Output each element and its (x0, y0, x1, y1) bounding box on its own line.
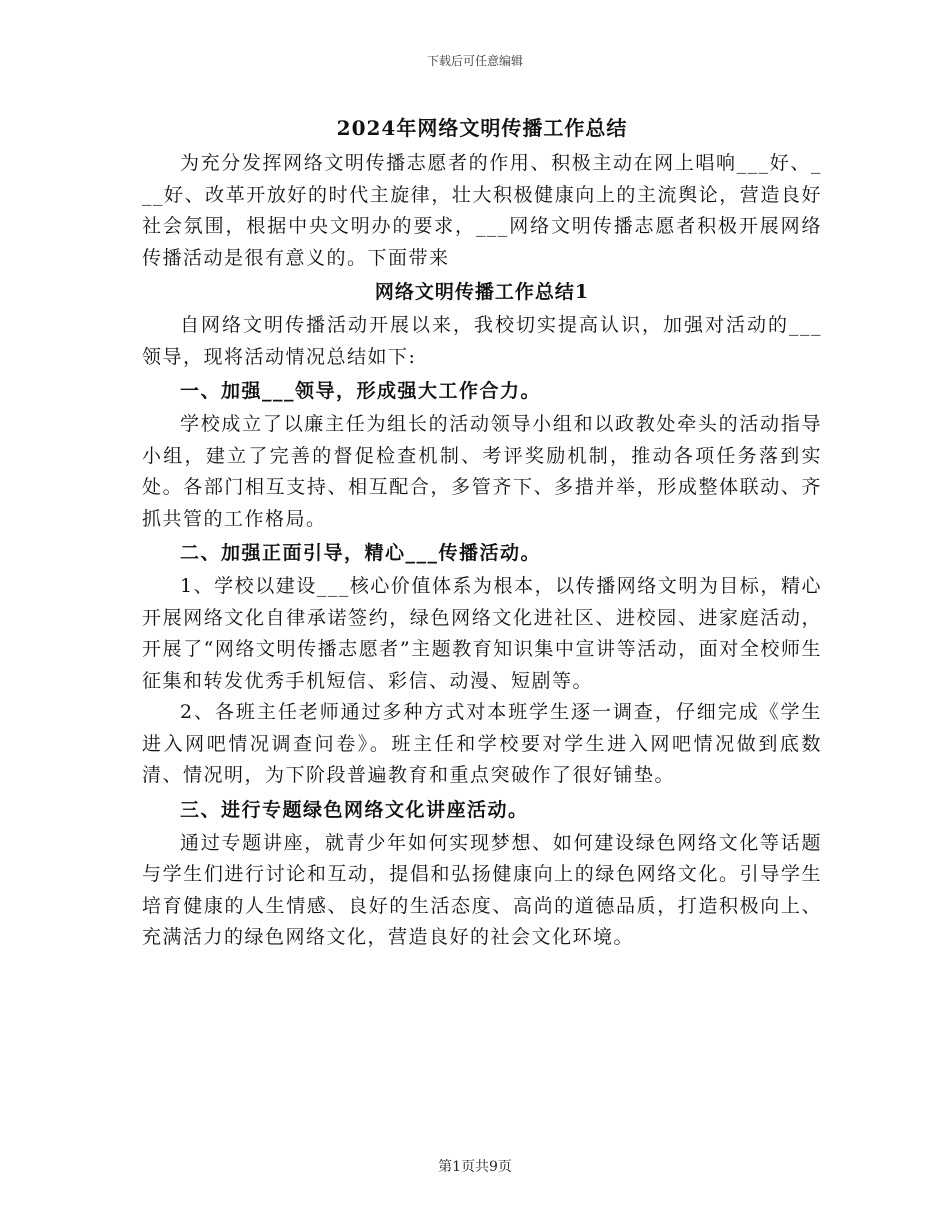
header-note: 下载后可任意编辑 (426, 54, 523, 68)
document-body (142, 110, 822, 954)
paragraph-guidance-2: 2、各班主任老师通过多种方式对本班学生逐一调查，仔细完成《学生进入网吧情况调查问卷》。班主任和学校要对学生进入网吧情况做到底数清、情况明，为下阶段普遍教育和重点突破作了很好铺垫。 (142, 701, 822, 786)
intro-paragraph: 为充分发挥网络文明传播志愿者的作用、积极主动在网上唱响___好、___好、改革开放好的时代主旋律，壮大积极健康向上的主流舆论，营造良好社会氛围，根据中央文明办的要求，___网络文明传播志愿者积极开展网络传播活动是很有意义的。下面带来 (142, 152, 822, 269)
paragraph-lecture: 通过专题讲座，就青少年如何实现梦想、如何建设绿色网络文化等话题与学生们进行讨论和互动，提倡和弘扬健康向上的绿色网络文化。引导学生培育健康的人生情感、良好的生活态度、高尚的道德品质，打造积极向上、充满活力的绿色网络文化，营造良好的社会文化环境。 (142, 831, 822, 948)
heading-guidance: 二、加强正面引导，精心___传播活动。 (180, 542, 542, 564)
paragraph-guidance-1: 1、学校以建设___核心价值体系为根本，以传播网络文明为目标，精心开展网络文化自律承诺签约，绿色网络文化进社区、进校园、进家庭活动，开展了“网络文明传播志愿者”主题教育知识集中宣讲等活动，面对全校师生征集和转发优秀手机短信、彩信、动漫、短剧等。 (142, 575, 822, 692)
section-title: 网络文明传播工作总结1 (374, 281, 590, 303)
paragraph-leadership: 学校成立了以廉主任为组长的活动领导小组和以政教处牵头的活动指导小组，建立了完善的督促检查机制、考评奖励机制，推动各项任务落到实处。各部门相互支持、相互配合，多管齐下、多措并举，形成整体联动、齐抓共管的工作格局。 (142, 413, 822, 530)
page-number: 第1页共9页 (438, 1159, 512, 1175)
document-title: 2024年网络文明传播工作总结 (336, 116, 628, 140)
heading-lecture: 三、进行专题绿色网络文化讲座活动。 (180, 798, 529, 821)
heading-leadership: 一、加强___领导，形成强大工作合力。 (180, 380, 542, 402)
paragraph-overview: 自网络文明传播活动开展以来，我校切实提高认识，加强对活动的___领导，现将活动情况总结如下: (142, 314, 822, 368)
